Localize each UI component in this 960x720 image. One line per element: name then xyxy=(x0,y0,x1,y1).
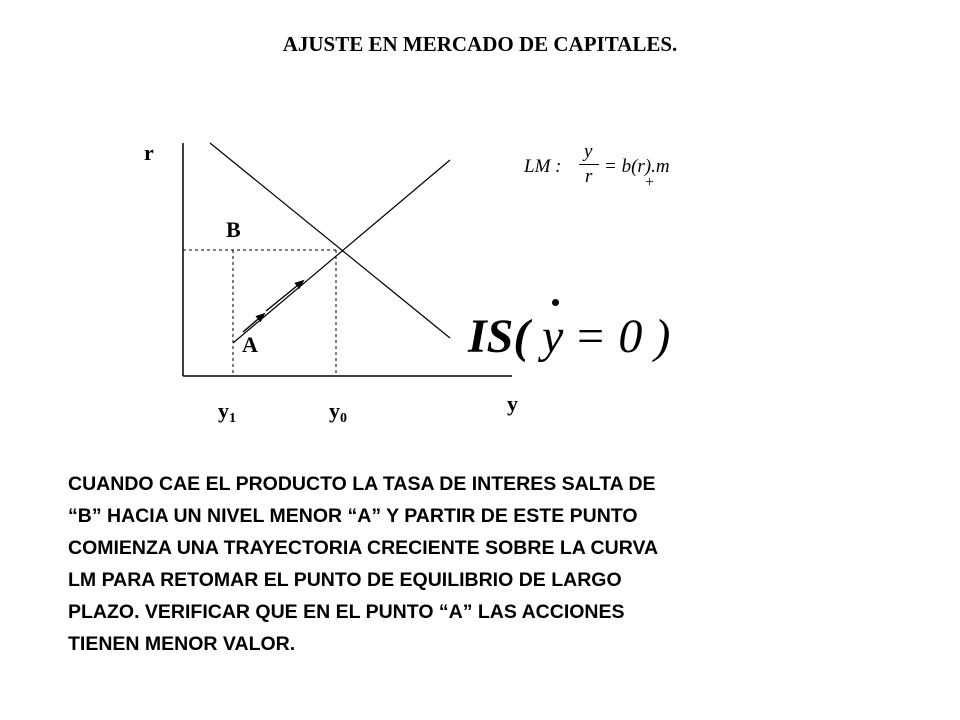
paragraph-line: PLAZO. VERIFICAR QUE EN EL PUNTO “A” LAS ACCIONES xyxy=(68,601,625,623)
is-equation xyxy=(468,303,678,373)
explanation-paragraph xyxy=(68,468,898,660)
adjustment-arrow-lower xyxy=(243,314,264,332)
r-axis-label: r xyxy=(144,140,154,165)
adjustment-arrow-upper xyxy=(266,281,303,311)
point-a-label: A xyxy=(242,332,258,357)
paragraph-line: TIENEN MENOR VALOR. xyxy=(68,633,296,655)
fraction-bar xyxy=(579,164,599,165)
lm-denominator: r xyxy=(585,166,593,187)
y0-tick-label: $y_0$ xyxy=(329,398,347,426)
paragraph-line: CUANDO CAE EL PRODUCTO LA TASA DE INTERES SALTA DE xyxy=(68,473,656,495)
point-b-label: B xyxy=(226,217,241,242)
y1-tick-label: $y_1$ xyxy=(218,398,236,426)
is-y: y xyxy=(542,310,564,363)
lm-lhs: LM : xyxy=(524,156,562,177)
page-title: AJUSTE EN MERCADO DE CAPITALES. xyxy=(282,32,678,56)
y-axis-label: y xyxy=(507,391,518,416)
lm-equation xyxy=(524,138,694,198)
paragraph-line: COMIENZA UNA TRAYECTORIA CRECIENTE SOBRE LA CURVA xyxy=(68,537,659,559)
lm-plus-sign: + xyxy=(645,174,655,191)
paragraph-line: LM PARA RETOMAR EL PUNTO DE EQUILIBRIO DE LARGO xyxy=(68,569,622,591)
is-rest: = 0 ) xyxy=(574,310,671,363)
lm-rhs: = b(r).m xyxy=(604,156,670,177)
is-curve xyxy=(210,143,450,338)
is-prefix: IS( xyxy=(468,310,530,363)
y-dot xyxy=(552,299,559,306)
paragraph-line: “B” HACIA UN NIVEL MENOR “A” Y PARTIR DE ESTE PUNTO xyxy=(68,505,638,527)
lm-numerator: y xyxy=(584,141,593,162)
